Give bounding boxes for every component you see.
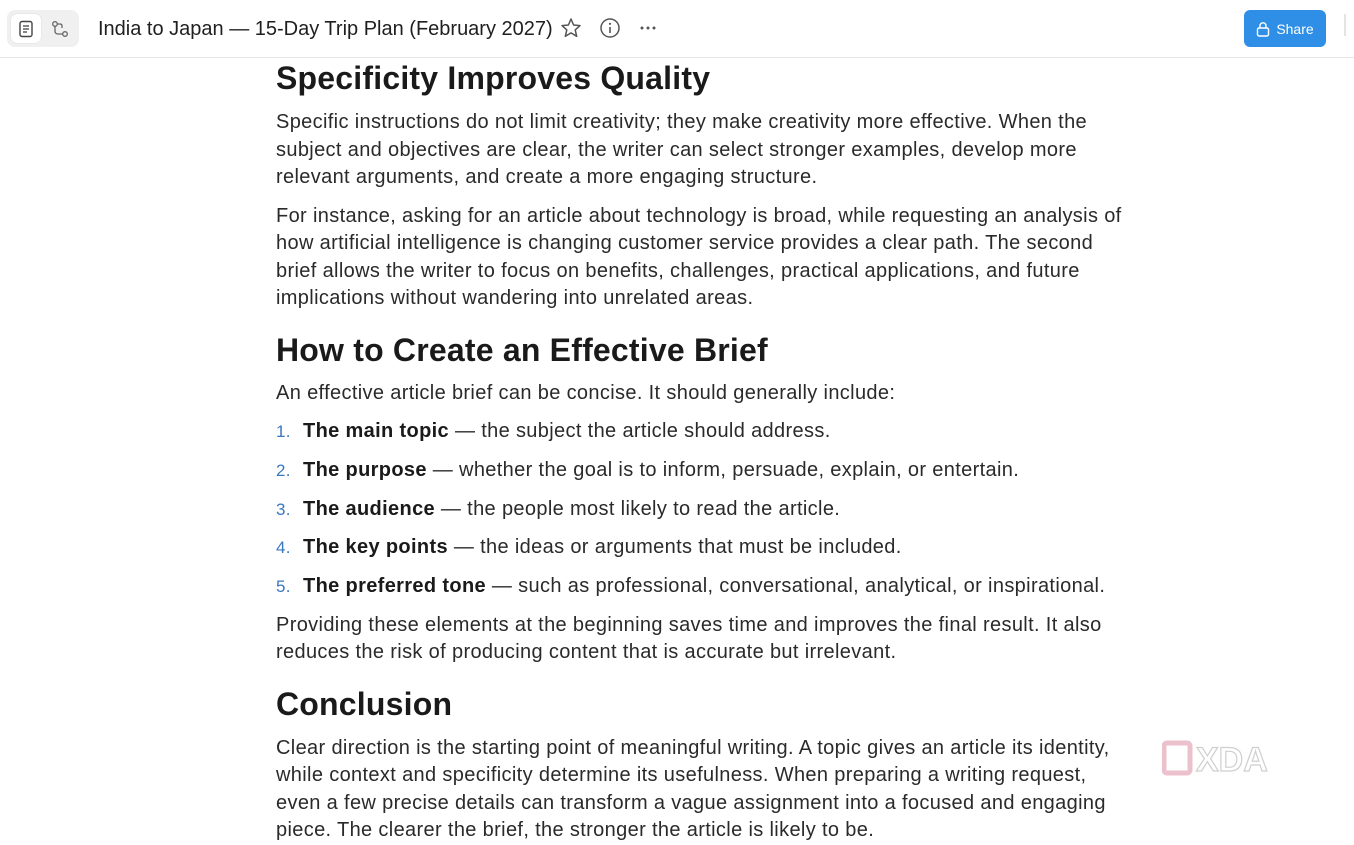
paragraph: Specific instructions do not limit creativity; they make creativity more effective. When the subject and objectives are clear, the writer can select stronger examples, develop more relevant arguments, and create a more engaging structure. (276, 111, 1088, 188)
share-label: Share (1276, 20, 1314, 37)
info-button[interactable] (597, 15, 623, 41)
list-item-term: The preferred tone (303, 575, 486, 598)
star-icon (560, 17, 582, 39)
view-mode-switch (7, 10, 79, 47)
mindmap-view-button[interactable] (45, 14, 75, 43)
list-item (276, 534, 1136, 562)
more-horizontal-icon (637, 17, 659, 39)
paragraph: Providing these elements at the beginning saves time and improves the final result. It also reduces the risk of producing content that is accurate but irrelevant. (276, 613, 1102, 664)
section-heading-brief: How to Create an Effective Brief (276, 331, 768, 368)
section-heading-specificity: Specificity Improves Quality (276, 60, 711, 96)
list-item-term: The main topic (303, 420, 450, 442)
document-body (276, 58, 1136, 845)
list-item (276, 418, 1136, 446)
paragraph: For instance, asking for an article about technology is broad, while requesting an analysis of how artificial intelligence is changing customer service provides a clear path. The second brief allows the writer to focus on benefits, challenges, practical applications, and future implications without wandering into unrelated areas. (276, 204, 1122, 309)
paragraph: An effective article brief can be concise. It should generally include: (276, 381, 896, 404)
list-number: 3. (276, 499, 291, 519)
favorite-button[interactable] (558, 15, 584, 41)
section-heading-conclusion: Conclusion (276, 685, 453, 722)
list-item-term: The key points (303, 536, 448, 559)
list-item-term: The audience (303, 497, 436, 520)
list-item (276, 496, 1136, 524)
lock-icon (1256, 21, 1270, 37)
list-item-text: — the subject the article should address. (449, 420, 831, 442)
share-button[interactable] (1244, 10, 1326, 47)
list-item-text: — the ideas or arguments that must be included. (447, 536, 902, 559)
list-item (276, 573, 1136, 601)
list-item (276, 457, 1136, 485)
list-number: 1. (276, 422, 291, 441)
more-options-button[interactable] (635, 15, 661, 41)
xda-watermark-logo (1162, 740, 1292, 780)
list-item-text: — whether the goal is to inform, persuade, explain, or entertain. (426, 458, 1020, 481)
paragraph: Clear direction is the starting point of meaningful writing. A topic gives an article its identity, while context and specificity determine its usefulness. When preparing a writing request, even a few precise details can transform a vague assignment into a focused and engaging piece. The clearer the brief, the stronger the article is likely to be. (276, 736, 1110, 842)
list-number: 2. (276, 460, 291, 480)
document-view-button[interactable] (11, 14, 41, 43)
list-number: 5. (276, 577, 291, 597)
list-item-text: — the people most likely to read the article. (435, 497, 841, 520)
mindmap-icon (50, 19, 70, 39)
document-icon (17, 20, 35, 38)
toolbar-divider (1344, 14, 1346, 36)
list-number: 4. (276, 538, 291, 558)
list-item-term: The purpose (303, 458, 427, 481)
numbered-list (276, 418, 1136, 601)
info-icon (599, 17, 621, 39)
watermark-text: XDA (1196, 741, 1268, 779)
document-title: India to Japan — 15-Day Trip Plan (February 2027) (98, 18, 553, 40)
top-toolbar (0, 0, 1354, 58)
list-item-text: — such as professional, conversational, analytical, or inspirational. (486, 575, 1106, 598)
